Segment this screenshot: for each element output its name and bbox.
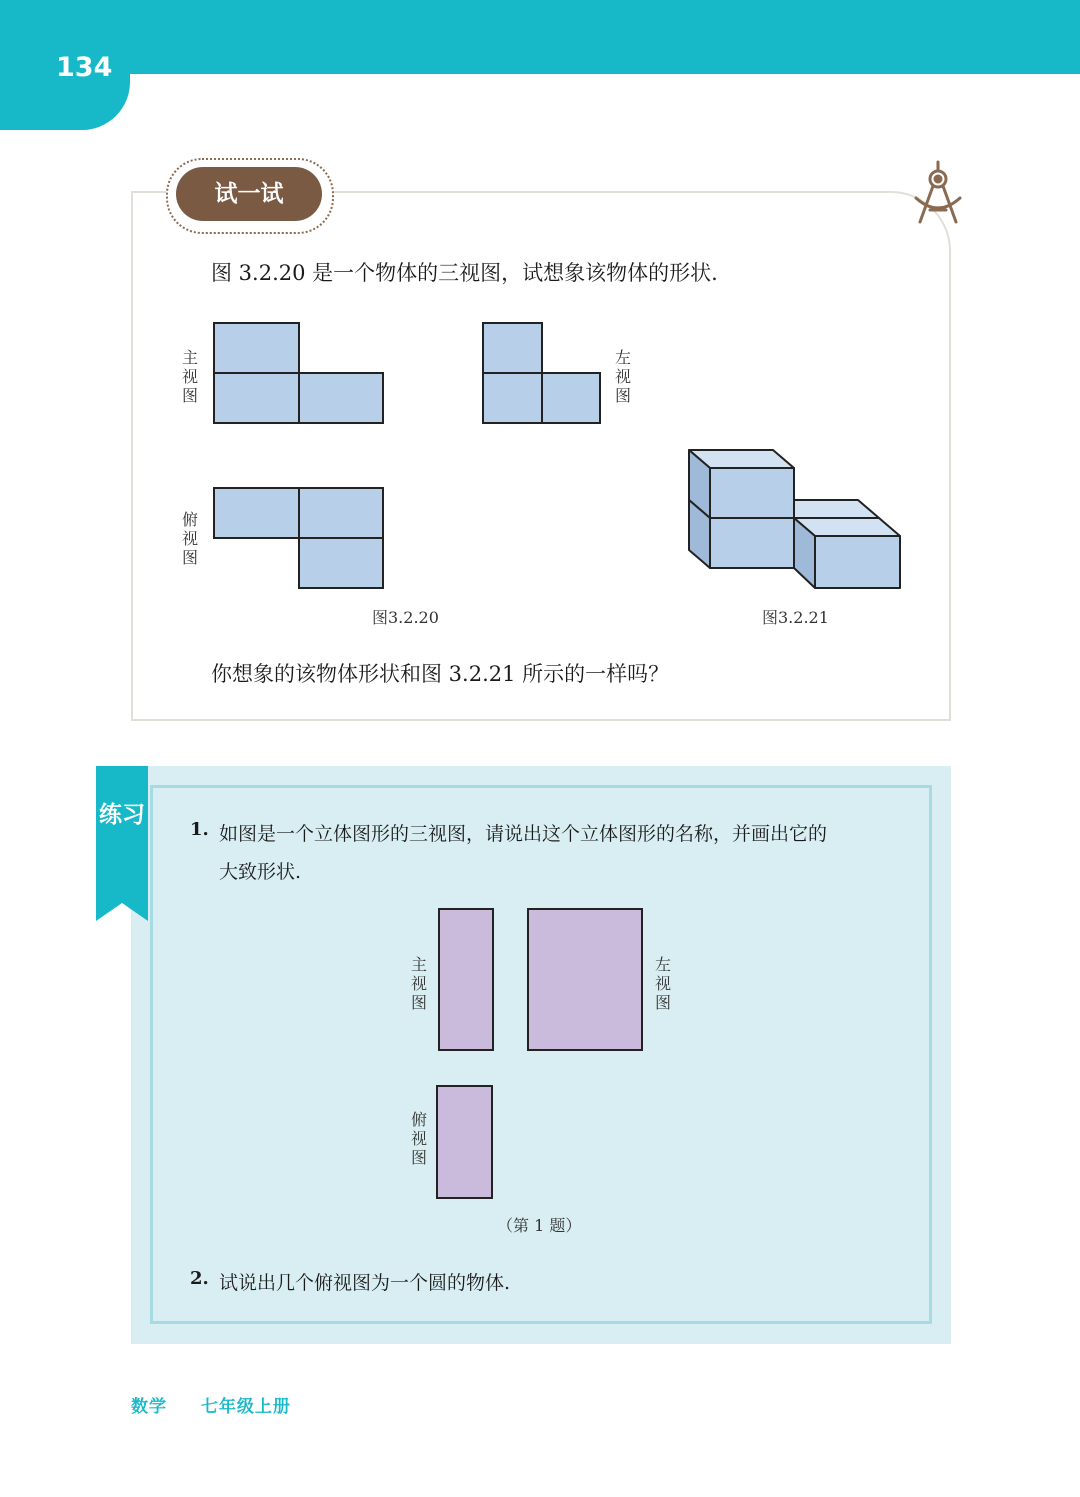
q1-text-line2: 大致形状. bbox=[219, 861, 302, 883]
q2-number: 2. bbox=[190, 1268, 209, 1289]
drawing-compass-icon bbox=[912, 160, 964, 228]
footer-grade: 七年级上册 bbox=[200, 1397, 291, 1417]
q1-number: 1. bbox=[190, 819, 209, 840]
fig-3-2-21-solid bbox=[686, 446, 904, 594]
q2-text: 试说出几个俯视图为一个圆的物体. bbox=[219, 1272, 511, 1294]
fig-3-2-20-caption: 图3.2.20 bbox=[372, 608, 439, 627]
q1-text-line1: 如图是一个立体图形的三视图，请说出这个立体图形的名称，并画出它的 bbox=[219, 823, 828, 845]
q1-front-view-rect bbox=[438, 908, 494, 1051]
page-number: 134 bbox=[56, 52, 113, 83]
top-view-label: 俯视图 bbox=[181, 510, 198, 567]
exercise-ribbon bbox=[96, 766, 148, 921]
left-view-label: 左视图 bbox=[614, 348, 631, 405]
try-question-text: 你想象的该物体形状和图 3.2.21 所示的一样吗？ bbox=[211, 662, 670, 686]
front-view-label: 主视图 bbox=[181, 348, 198, 405]
fig-3-2-21-caption: 图3.2.21 bbox=[762, 608, 829, 627]
top-view-square bbox=[298, 537, 384, 589]
footer-subject: 数学 bbox=[131, 1397, 167, 1417]
front-view-square bbox=[213, 372, 300, 424]
q1-left-view-label: 左视图 bbox=[654, 955, 671, 1012]
exercise-label: 练习 bbox=[99, 802, 145, 828]
try-badge: 试一试 bbox=[176, 167, 322, 221]
front-view-square bbox=[298, 372, 384, 424]
header-band bbox=[0, 0, 1080, 74]
left-view-square bbox=[482, 372, 543, 424]
q1-front-view-label: 主视图 bbox=[410, 955, 427, 1012]
top-view-square bbox=[298, 487, 384, 539]
q1-left-view-rect bbox=[527, 908, 643, 1051]
try-intro-text: 图 3.2.20 是一个物体的三视图，试想象该物体的形状. bbox=[211, 261, 718, 285]
footer bbox=[131, 1392, 291, 1417]
q1-top-view-label: 俯视图 bbox=[410, 1110, 427, 1167]
top-view-square bbox=[213, 487, 300, 539]
left-view-square bbox=[541, 372, 601, 424]
q1-top-view-rect bbox=[436, 1085, 493, 1199]
front-view-square bbox=[213, 322, 300, 374]
q1-figure-caption: （第 1 题） bbox=[497, 1216, 582, 1235]
left-view-square bbox=[482, 322, 543, 374]
